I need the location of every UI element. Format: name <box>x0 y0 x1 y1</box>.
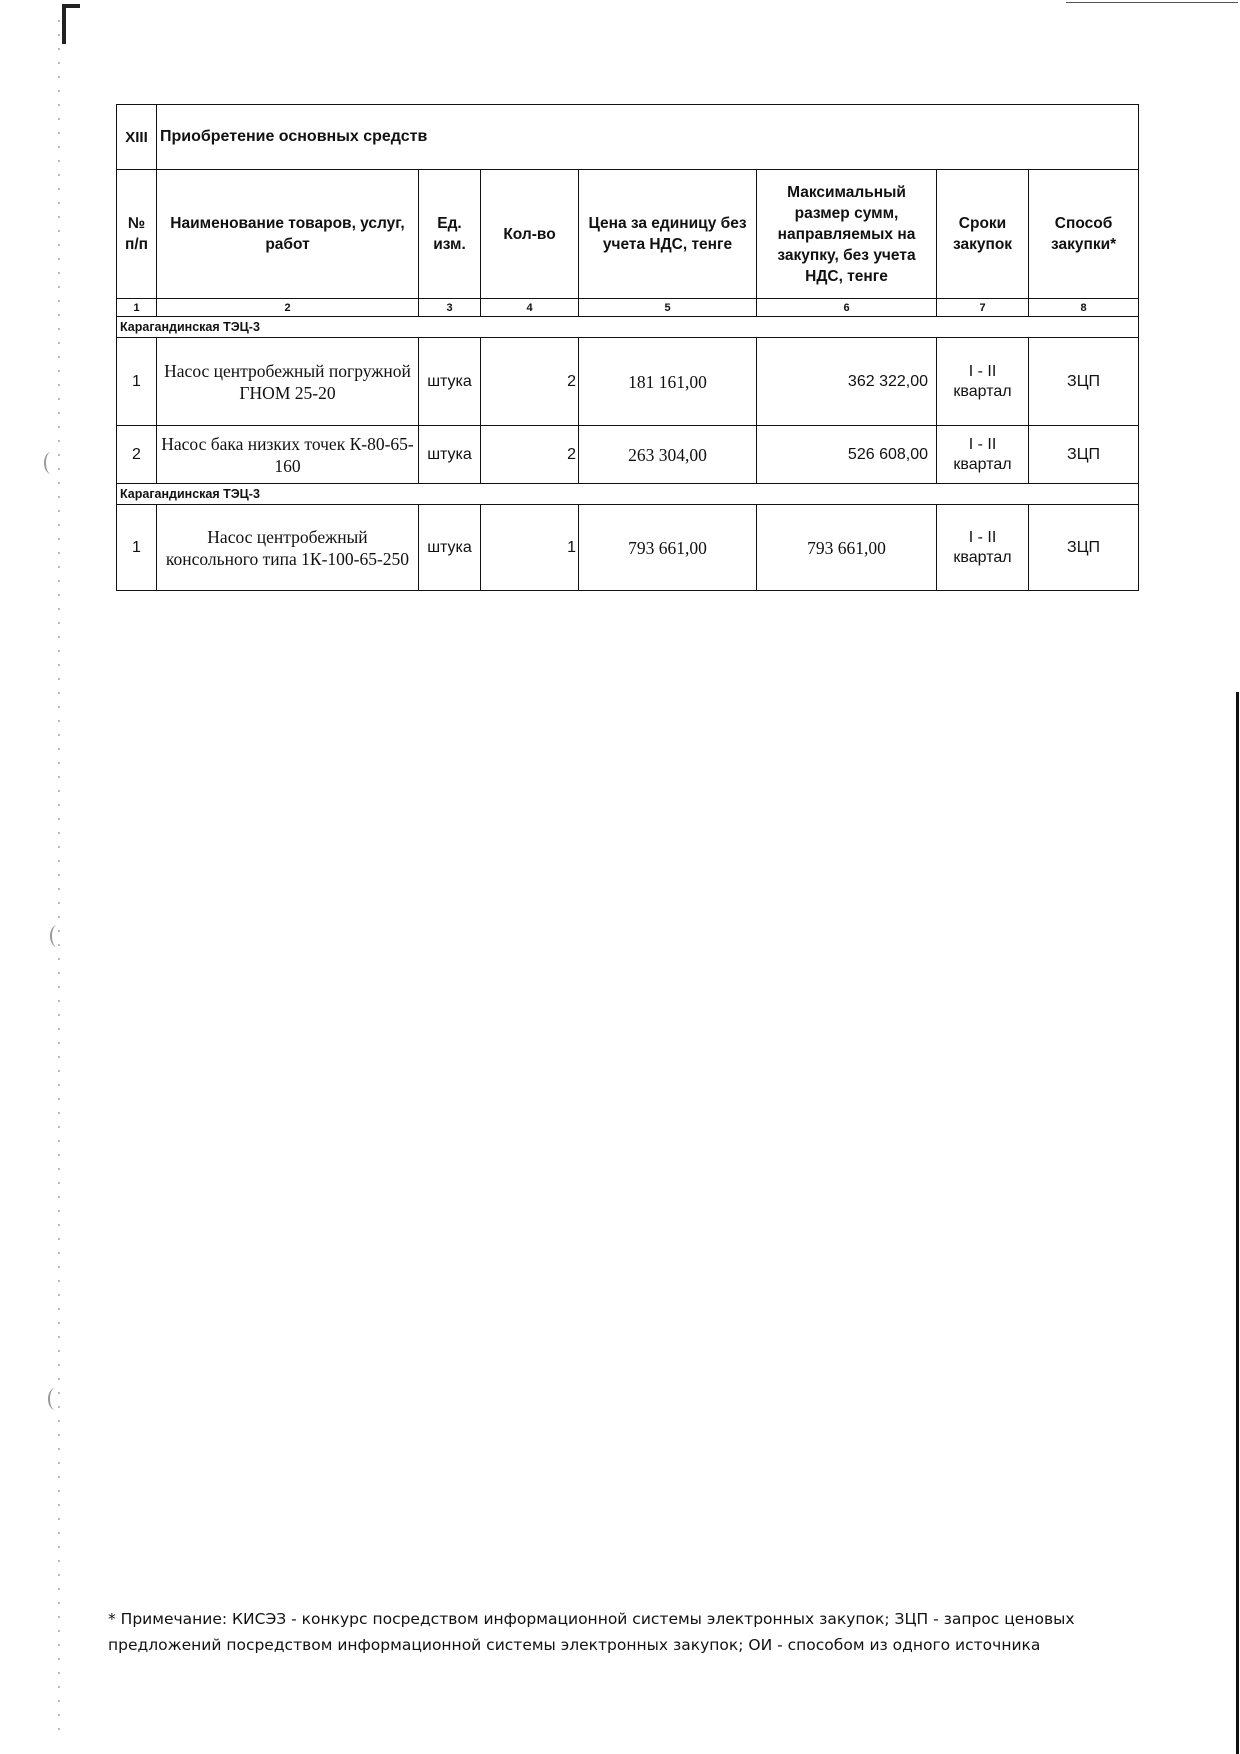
column-index-row <box>117 299 1139 317</box>
section-number: XIII <box>117 105 157 170</box>
col-index: 8 <box>1029 299 1139 317</box>
scan-corner-mark <box>62 4 80 44</box>
row-price: 181 161,00 <box>579 338 757 426</box>
row-qty: 2 <box>481 426 579 484</box>
col-index: 6 <box>757 299 937 317</box>
scan-left-perforation <box>58 20 60 1740</box>
row-name: Насос центробежный погружной ГНОМ 25-20 <box>157 338 419 426</box>
row-sum: 362 322,00 <box>757 338 937 426</box>
row-num: 1 <box>117 505 157 591</box>
header-method: Способ закупки* <box>1029 170 1139 299</box>
row-method: ЗЦП <box>1029 338 1139 426</box>
row-qty: 2 <box>481 338 579 426</box>
table-row <box>117 338 1139 426</box>
row-sum: 526 608,00 <box>757 426 937 484</box>
scan-right-edge <box>1236 692 1239 1754</box>
row-period: I - II квартал <box>937 426 1029 484</box>
scan-top-line <box>1066 2 1238 3</box>
footnote: * Примечание: КИСЭЗ - конкурс посредством информационной системы электронных закупок; ЗЦП - запрос ценовых предложений посредством информационной системы электронных закупок; ОИ - способом из одного источника <box>108 1610 1075 1654</box>
row-sum: 793 661,00 <box>757 505 937 591</box>
col-index: 4 <box>481 299 579 317</box>
col-index: 5 <box>579 299 757 317</box>
row-unit: штука <box>419 426 481 484</box>
section-header-row <box>117 105 1139 170</box>
row-qty: 1 <box>481 505 579 591</box>
row-price: 793 661,00 <box>579 505 757 591</box>
row-num: 2 <box>117 426 157 484</box>
row-name: Насос центробежный консольного типа 1К-100-65-250 <box>157 505 419 591</box>
row-unit: штука <box>419 505 481 591</box>
section-title: Приобретение основных средств <box>157 105 1139 170</box>
row-period: I - II квартал <box>937 505 1029 591</box>
header-qty: Кол-во <box>481 170 579 299</box>
row-unit: штука <box>419 338 481 426</box>
row-period: I - II квартал <box>937 338 1029 426</box>
table-row <box>117 505 1139 591</box>
row-name: Насос бака низких точек К-80-65-160 <box>157 426 419 484</box>
header-terms: Сроки закупок <box>937 170 1029 299</box>
procurement-table <box>116 104 1139 591</box>
row-num: 1 <box>117 338 157 426</box>
header-name: Наименование товаров, услуг, работ <box>157 170 419 299</box>
row-method: ЗЦП <box>1029 426 1139 484</box>
header-max-sum: Максимальный размер сумм, направляемых на закупку, без учета НДС, тенге <box>757 170 937 299</box>
column-header-row <box>117 170 1139 299</box>
group-row <box>117 317 1139 338</box>
binder-hole-mark <box>48 1388 62 1410</box>
header-price: Цена за единицу без учета НДС, тенге <box>579 170 757 299</box>
table-row <box>117 426 1139 484</box>
group-name: Карагандинская ТЭЦ-3 <box>117 484 1139 505</box>
group-name: Карагандинская ТЭЦ-3 <box>117 317 1139 338</box>
header-num: № п/п <box>117 170 157 299</box>
col-index: 1 <box>117 299 157 317</box>
group-row <box>117 484 1139 505</box>
header-unit: Ед. изм. <box>419 170 481 299</box>
binder-hole-mark <box>44 452 58 474</box>
col-index: 2 <box>157 299 419 317</box>
binder-hole-mark <box>50 925 64 947</box>
row-price: 263 304,00 <box>579 426 757 484</box>
col-index: 7 <box>937 299 1029 317</box>
col-index: 3 <box>419 299 481 317</box>
row-method: ЗЦП <box>1029 505 1139 591</box>
